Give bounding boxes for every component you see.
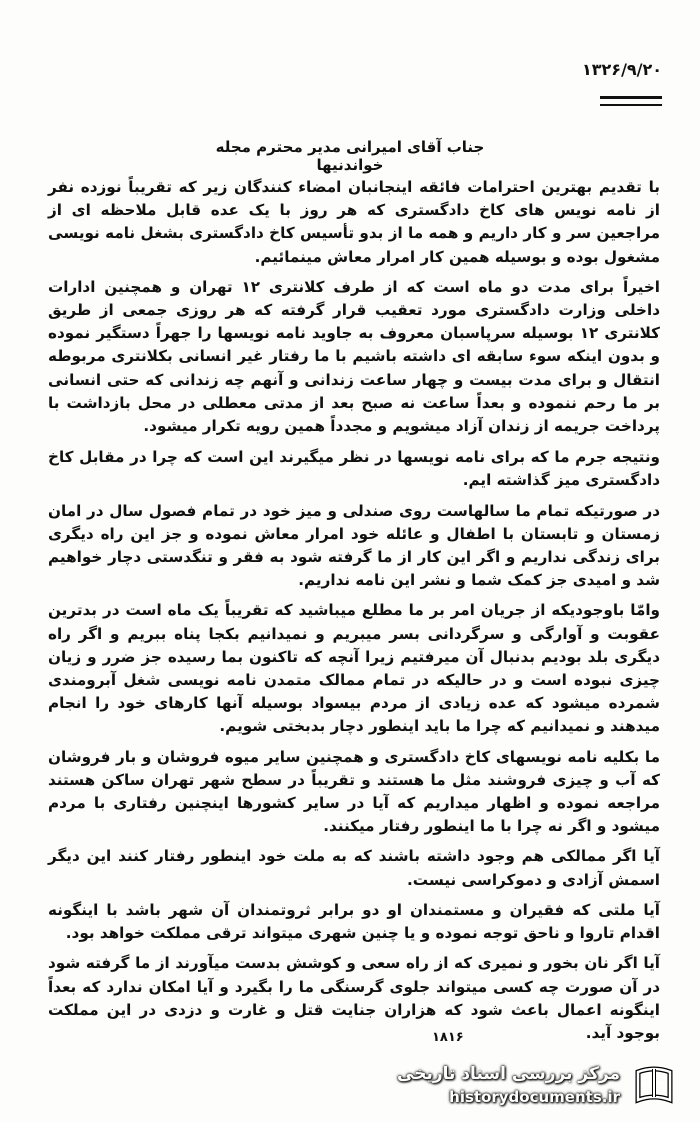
archive-watermark (388, 1062, 678, 1114)
letter-paragraph: اخیراً برای مدت دو ماه است که از طرف کلانتری ۱۲ تهران و همچنین ادارات داخلی وزارت دادگستری مورد تعقیب قرار گرفته که هر روزی جمعی از طریق کلانتری ۱۲ بوسیله سرپاسبان معروف به جاوید نامه نویسها را جهراً دستگیر نموده و بدون اینکه سوء سابقه ای داشته باشیم با ما رفتار غیر انسانی بکلانتری مربوطه انتقال و برای مدت بیست و چهار ساعت زندانی و آنهم چه زندانی که حتی انسانی بر ما رحم ننموده و بعداً ساعت نه صبح بعد از مدتی معطلی در محل بازداشت با پرداخت جریمه از زندان آزاد میشویم و مجدداً همین رویه تکرار میشود. (48, 277, 661, 436)
letter-salutation: جناب آقای امیرانی مدیر محترم مجله خواندنیها (215, 138, 485, 174)
letter-paragraph: ونتیجه جرم ما که برای نامه نویسها در نظر میگیرند این است که چرا در مقابل کاخ دادگستری میز گذاشته ایم. (48, 448, 660, 490)
letter-paragraph: با تقدیم بهترین احترامات فائقه اینجانبان امضاء کنندگان زیر که تقریباً نوزده نفر از نامه نویس های کاخ دادگستری که هر روز با یک عده قابل ملاحظه ای از مراجعین سر و کار داریم و همه ما از بدو تأسیس کاخ دادگستری بشغل نامه نویسی مشغول بوده و بوسیله همین کار امرار معاش مینمائیم. (48, 178, 660, 266)
watermark-title: مرکز بررسی اسناد تاریخی (397, 1064, 620, 1084)
page-stamp-number: ۱۸۱۶ (432, 1030, 464, 1045)
date-underline (600, 96, 662, 106)
letter-body (48, 176, 660, 1052)
letter-paragraph: آیا ملتی که فقیران و مستمندان او دو برابر ثروتمندان آن شهر باشد با اینگونه اقدام تاروا و ناحق توجه نموده و یا چنین شهری میتواند ترقی مملکت خواهد بود. (48, 900, 660, 943)
letter-paragraph: وامّا باوجودیکه از جریان امر بر ما مطلع میباشید که تقریباً یک ماه است در بدترین عقوبت و آوارگی و سرگردانی بسر میبریم و نمیدانیم بکجا پناه ببریم و اگر راه دیگری بلد بودیم بدنبال آن میرفتیم زیرا آنچه که تاکنون بما رسیده جز ضرر و زیان چیزی نبوده است و در حالیکه در تمام ممالک متمدن نامه نویسی شغل آبرومندی شمرده میشود که عده زیادی از مردم بیسواد بوسیله آنها کارهای خود را انجام میدهند و نمیدانیم که چرا ما باید اینطور دچار بدبختی شویم. (48, 601, 660, 736)
book-scroll-icon (630, 1062, 678, 1110)
letter-paragraph: ما بکلیه نامه نویسهای کاخ دادگستری و همچنین سایر میوه فروشان و بار فروشان که آب و چیزی فروشند مثل ما هستند و تقریباً در سطح شهر تهران ساکن هستند مراجعه نموده و اظهار میداریم که آیا در سایر کشورها اینچنین رفتاری با مردم میشود و اگر نه چرا با ما اینطور رفتار میکنند. (48, 747, 660, 836)
letter-paragraph: آیا اگر نان بخور و نمیری که از راه سعی و کوشش بدست میآورند از ما گرفته شود در آن صورت چه کسی میتواند جلوی گرسنگی ما را بگیرد و آیا امکان ندارد که بعداً اینگونه اعمال باعث شود که هزاران جنایت قتل و غارت و دزدی در این مملکت بوجود آید. (48, 954, 660, 1042)
watermark-url[interactable]: historydocuments.ir (449, 1088, 620, 1106)
letter-paragraph: آیا اگر ممالکی هم وجود داشته باشند که به ملت خود اینطور رفتار کنند این دیگر اسمش آزادی و دموکراسی نیست. (48, 847, 660, 889)
letter-paragraph: در صورتیکه تمام ما سالهاست روی صندلی و میز خود در تمام فصول سال در امان زمستان و تابستان با اطفال و عائله خود امرار معاش نموده و جز این راه دیگری برای زندگی نداریم و اگر این کار از ما گرفته شود به فقر و تنگدستی دچار خواهیم شد و امیدی جز کمک شما و نشر این نامه نداریم. (48, 501, 660, 590)
letter-date: ۱۳۲۶/۹/۲۰ (582, 60, 663, 79)
